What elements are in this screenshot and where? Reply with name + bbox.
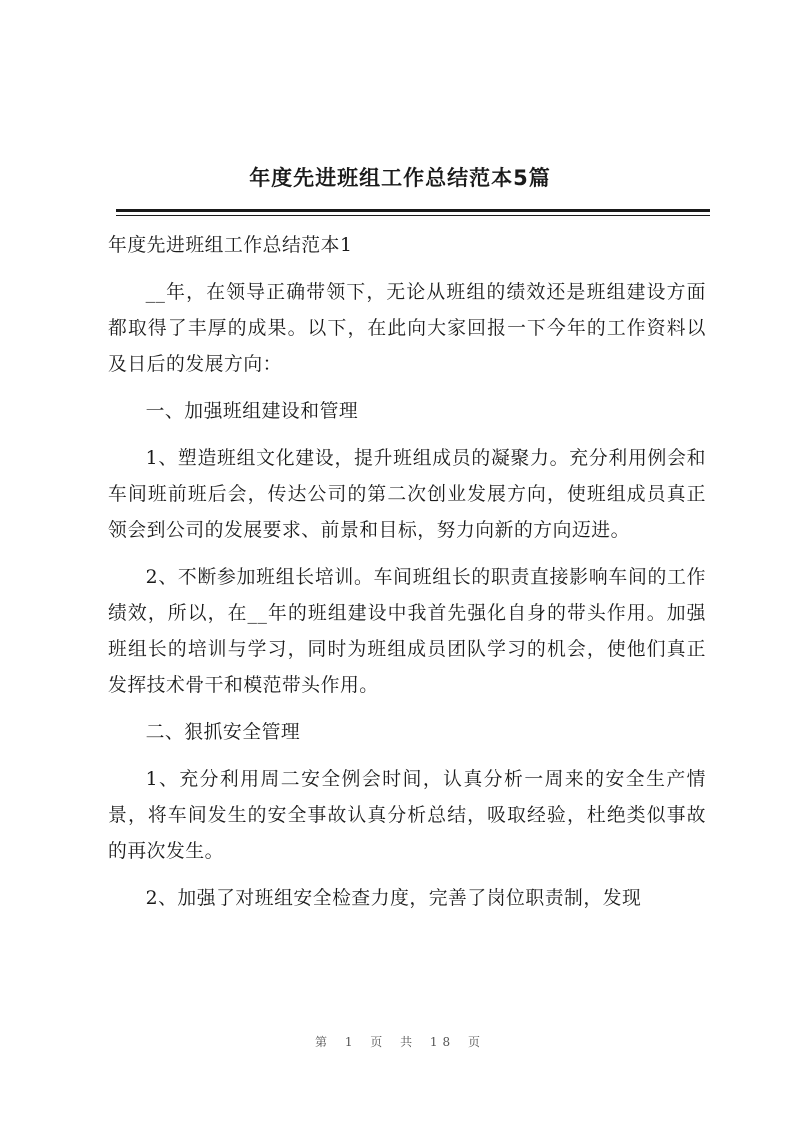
intro-paragraph: __年，在领导正确带领下，无论从班组的绩效还是班组建设方面都取得了丰厚的成果。以下，在此向大家回报一下今年的工作资料以及日后的发展方向： — [108, 282, 706, 375]
heading-safety: 二、狠抓安全管理 — [145, 722, 301, 743]
title-divider-thin — [116, 215, 710, 216]
paragraph-safety-meeting: 1、充分利用周二安全例会时间，认真分析一周来的安全生产情景，将车间发生的安全事故认真分析总结，吸取经验，杜绝类似事故的再次发生。 — [108, 769, 706, 862]
document-title: 年度先进班组工作总结范本5篇 — [249, 166, 551, 190]
heading-team-building: 一、加强班组建设和管理 — [145, 401, 359, 422]
paragraph-safety-inspection: 2、加强了对班组安全检查力度，完善了岗位职责制，发现 — [145, 888, 642, 909]
title-divider-thick — [116, 209, 710, 212]
paragraph-training: 2、不断参加班组长培训。车间班组长的职责直接影响车间的工作绩效，所以，在__年的班组建设中我首先强化自身的带头作用。加强班组长的培训与学习，同时为班组成员团队学习的机会，使他们真正发挥技术骨干和模范带头作用。 — [108, 567, 706, 696]
section-heading: 年度先进班组工作总结范本1 — [108, 235, 353, 256]
page-number-footer: 第 1 页 共 18 页 — [315, 1035, 485, 1049]
paragraph-culture: 1、塑造班组文化建设，提升班组成员的凝聚力。充分利用例会和车间班前班后会，传达公司的第二次创业发展方向，使班组成员真正领会到公司的发展要求、前景和目标，努力向新的方向迈进。 — [108, 448, 706, 541]
document-body — [108, 228, 706, 928]
